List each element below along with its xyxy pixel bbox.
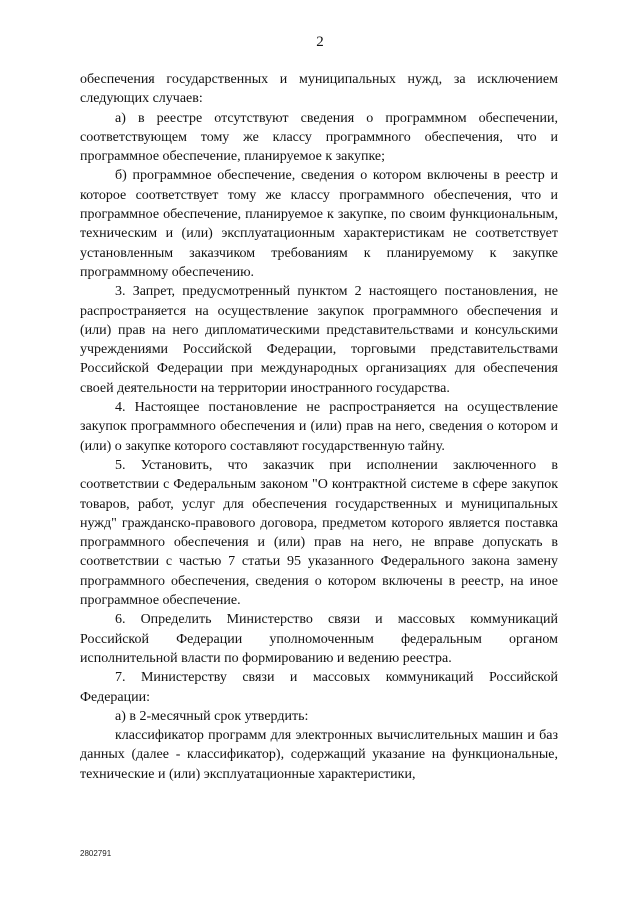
paragraph-item-a: а) в реестре отсутствуют сведения о программном обеспечении, соответствующем тому же классу программного обеспечения, что и программное обеспечение, планируемое к закупке; [80, 110, 558, 165]
paragraph-classifier: классификатор программ для электронных вычислительных машин и баз данных (далее - классификатор), содержащий указание на функциональные, технические и (или) эксплуатационные характеристики, [80, 728, 558, 782]
page-number: 2 [316, 34, 324, 50]
body-text [80, 70, 558, 784]
document-id: 2802791 [80, 849, 112, 858]
paragraph-item-b: б) программное обеспечение, сведения о котором включены в реестр и которое соответствует тому же классу программного обеспечения, что и программное обеспечение, планируемое к закупке, по своим функциональным, техническим и (или) эксплуатационным характеристикам не соответствует установленным заказчиком требованиям к планируемому к закупке программному обеспечению. [80, 168, 558, 280]
paragraph-clause-5: 5. Установить, что заказчик при исполнении заключенного в соответствии с Федеральным законом "О контрактной системе в сфере закупок товаров, работ, услуг для обеспечения государственных и муниципальных нужд" гражданско-правового договора, предметом которого является поставка программного обеспечения и (или) прав на него, не вправе допускать в соответствии с частью 7 статьи 95 указанного Федерального закона замену программного обеспечения, сведения о котором включены в реестр, на иное программное обеспечение. [80, 457, 558, 609]
paragraph-clause-6: 6. Определить Министерство связи и массовых коммуникаций Российской Федерации уполномоченным федеральным органом исполнительной власти по формированию и ведению реестра. [80, 612, 558, 666]
paragraph-clause-7: 7. Министерству связи и массовых коммуникаций Российской Федерации: [80, 670, 558, 705]
paragraph-clause-4: 4. Настоящее постановление не распространяется на осуществление закупок программного обеспечения и (или) прав на него, сведения о котором и (или) о закупке которого составляют государственную тайну. [80, 400, 558, 454]
paragraph-continuation: обеспечения государственных и муниципальных нужд, за исключением следующих случаев: [80, 72, 558, 107]
paragraph-clause-7a: а) в 2-месячный срок утвердить: [115, 708, 309, 724]
paragraph-clause-3: 3. Запрет, предусмотренный пунктом 2 настоящего постановления, не распространяется на осуществление закупок программного обеспечения и (или) прав на него дипломатическими представительствами и консульскими учреждениями Российской Федерации, торговыми представительствами Российской Федерации при международных организациях для обеспечения своей деятельности на территории иностранного государства. [80, 284, 558, 396]
